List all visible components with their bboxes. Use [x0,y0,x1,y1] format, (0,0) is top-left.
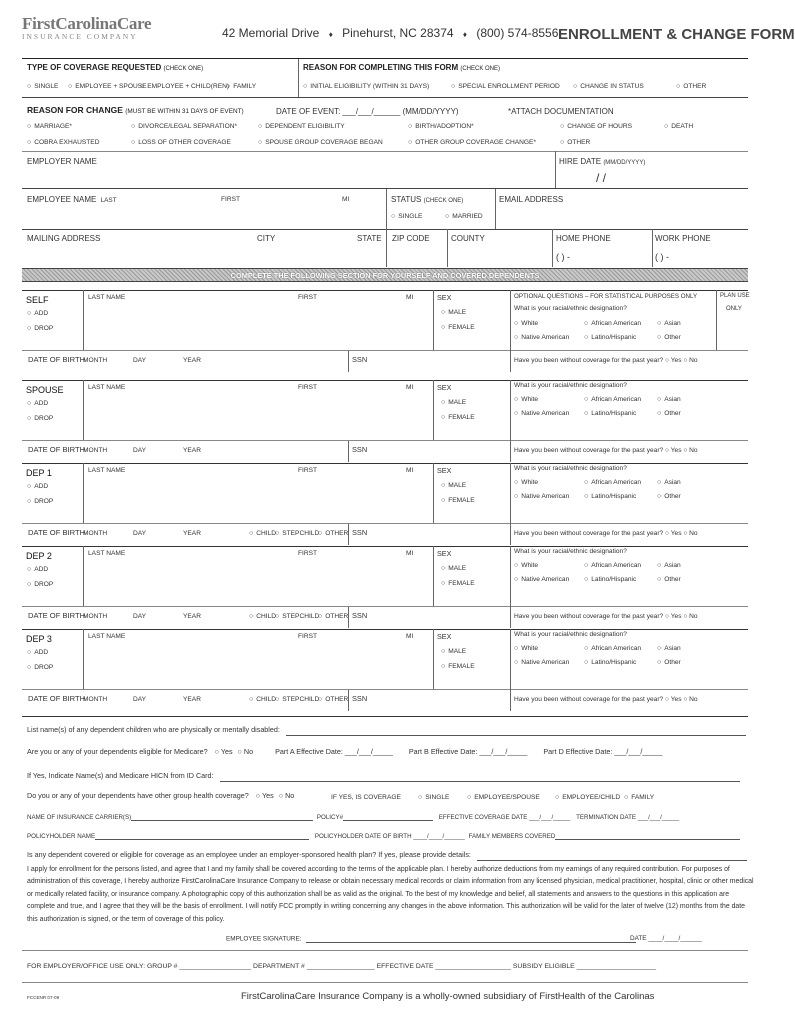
authorization-line: administration of this coverage, I hereby authorize FirstCarolinaCare Insurance Company to release or obtain necessary medical records or claim information from any licensed physician, medical practitioner, hospital, clinic or other medical [27,878,754,886]
spouse-label: SPOUSE [26,385,64,395]
self-other-race-radio[interactable]: ○ Other [657,334,681,342]
dep-1-ssn-label: SSN [352,528,368,537]
coverage-title: TYPE OF COVERAGE REQUESTED (CHECK ONE) [27,63,204,72]
dep-3-white-radio[interactable]: ○ White [514,645,538,653]
part-a-date[interactable]: Part A Effective Date: ___/___/_____ [275,747,393,756]
disabled-children-line [27,724,747,736]
employee-name-label: EMPLOYEE NAME LAST [27,195,117,204]
dep-1-dob-label: DATE OF BIRTH [28,528,86,537]
spouse-white-radio[interactable]: ○ White [514,396,538,404]
dep-2-white-radio[interactable]: ○ White [514,562,538,570]
self-mi-label: MI [406,294,414,301]
policyholder-line [27,832,740,840]
self-dob-label: DATE OF BIRTH [28,355,86,364]
marriage-radio[interactable]: ○ MARRIAGE* [27,123,72,131]
spouse-male-radio[interactable]: ○ MALE [441,399,466,407]
dep-2-asian-radio[interactable]: ○ Asian [657,562,681,570]
optional-questions-label: OPTIONAL QUESTIONS – FOR STATISTICAL PURPOSES ONLY [514,293,698,300]
self-latino-radio[interactable]: ○ Latino/Hispanic [584,334,636,342]
dep-3-ssn-label: SSN [352,694,368,703]
header-address [222,27,558,41]
authorization-line: complete and true, and I agree that they will be the basis of enrollment. I will notify FCC promptly in writing concerning any changes in the above information. This authorization will be valid for the later of twelve (12) months from the date [27,903,746,911]
carrier-label: NAME OF INSURANCE CARRIER(S) [27,813,132,821]
state-label: STATE [357,234,382,243]
self-label: SELF [26,295,49,305]
dep-3-coverage-no-radio[interactable]: ○ No [683,696,698,703]
part-b-date[interactable]: Part B Effective Date: ___/___/_____ [408,747,528,756]
work-phone-format: ( ) - [655,252,669,262]
cobra-radio[interactable]: ○ COBRA EXHAUSTED [27,139,99,147]
if-yes-coverage-label: IF YES, IS COVERAGE [331,794,401,801]
dep-2-month-label: MONTH [83,613,108,620]
form-title: ENROLLMENT & CHANGE FORM [558,26,795,43]
dep-2-coverage-yes-radio[interactable]: ○ Yes [665,613,682,620]
dep-3-day-label: DAY [133,696,147,703]
carrier-line [27,813,679,821]
dep-2-coverage-question: Have you been without coverage for the past year? ○ Yes ○ No [514,613,698,620]
dep-1-female-radio[interactable]: ○ FEMALE [441,497,475,505]
authorization-line: I apply for enrollment for the persons listed, and agree that I and my family shall be covered according to the terms of the applicable plan. I hereby authorize deductions from my earnings of any required contribution. For purposes of [27,866,730,873]
dep-3-race-question: What is your racial/ethnic designation? [514,631,627,638]
other-group-change-radio[interactable]: ○ OTHER GROUP COVERAGE CHANGE* [408,139,536,147]
dep-3-child-radio[interactable]: ○ CHILD [249,696,276,704]
dep-2-year-label: YEAR [183,613,201,620]
employer-plan-line [27,849,747,861]
dep-1-latino-radio[interactable]: ○ Latino/Hispanic [584,493,636,501]
dep-2-latino-radio[interactable]: ○ Latino/Hispanic [584,576,636,584]
self-sex-label: SEX [437,293,452,302]
spouse-day-label: DAY [133,447,147,454]
birth-adoption-radio[interactable]: ○ BIRTH/ADOPTION* [408,123,474,131]
hicn-field[interactable] [220,774,740,782]
mailing-address-label: MAILING ADDRESS [27,234,101,243]
reason-other-radio[interactable]: ○ OTHER [676,83,706,91]
reason-special-radio[interactable]: ○ SPECIAL ENROLLMENT PERIOD [451,83,560,91]
work-phone-label: WORK PHONE [655,234,711,243]
employee-mi-label: MI [342,196,350,203]
self-last-name-label: LAST NAME [88,294,126,301]
logo-text: FirstCarolinaCare [22,14,152,33]
county-label: COUNTY [451,234,485,243]
hicn-line [27,770,747,782]
dep-3-asian-radio[interactable]: ○ Asian [657,645,681,653]
spouse-african-american-radio[interactable]: ○ African American [584,396,641,404]
other-coverage-yes-radio[interactable]: ○ Yes [255,791,274,800]
status-label: STATUS (CHECK ONE) [391,195,464,204]
dep-3-dob-label: DATE OF BIRTH [28,694,86,703]
spouse-drop-radio[interactable]: ○ DROP [27,415,53,423]
dependents-banner [22,268,748,282]
dep-2-other-race-radio[interactable]: ○ Other [657,576,681,584]
medicare-yes-radio[interactable]: ○ Yes [214,747,233,756]
spouse-year-label: YEAR [183,447,201,454]
spouse-latino-radio[interactable]: ○ Latino/Hispanic [584,410,636,418]
coverage-spouse-radio[interactable]: ○ EMPLOYEE + SPOUSE [68,83,147,91]
effective-coverage-date[interactable]: EFFECTIVE COVERAGE DATE ___/___/_____ [438,813,571,821]
authorization-text [27,864,754,926]
policyholder-label: POLICYHOLDER NAME [27,832,96,840]
part-d-date[interactable]: Part D Effective Date: ___/___/_____ [543,747,663,756]
spouse-native-american-radio[interactable]: ○ Native American [514,410,569,418]
self-coverage-question: Have you been without coverage for the past year? ○ Yes ○ No [514,357,698,364]
reason-change-other-radio[interactable]: ○ OTHER [560,139,590,147]
other-cov-family-radio[interactable]: ○ FAMILY [624,794,654,802]
divorce-radio[interactable]: ○ DIVORCE/LEGAL SEPARATION* [131,123,237,131]
signature-label: EMPLOYEE SIGNATURE: [226,935,302,943]
policyholder-dob[interactable]: POLICYHOLDER DATE OF BIRTH ____/____/______ [314,832,465,840]
self-coverage-no-radio[interactable]: ○ No [683,357,698,364]
spouse-asian-radio[interactable]: ○ Asian [657,396,681,404]
home-phone-format: ( ) - [556,252,570,262]
dep-1-coverage-no-radio[interactable]: ○ No [683,530,698,537]
dep-1-white-radio[interactable]: ○ White [514,479,538,487]
self-white-radio[interactable]: ○ White [514,320,538,328]
reason-form-title: REASON FOR COMPLETING THIS FORM (CHECK ONE) [303,63,501,72]
spouse-female-radio[interactable]: ○ FEMALE [441,414,475,422]
dep-2-last-name-label: LAST NAME [88,550,126,557]
employer-name-label: EMPLOYER NAME [27,157,97,166]
dep-2-coverage-no-radio[interactable]: ○ No [683,613,698,620]
logo-subtitle: INSURANCE COMPANY [22,31,138,41]
self-female-radio[interactable]: ○ FEMALE [441,324,475,332]
dep-1-other-relation-radio[interactable]: ○ OTHER [318,530,348,538]
dep-1-coverage-yes-radio[interactable]: ○ Yes [665,530,682,537]
date-of-event: DATE OF EVENT: ___/___/______ (MM/DD/YYYY) [276,107,459,116]
self-coverage-yes-radio[interactable]: ○ Yes [665,357,682,364]
signature-date[interactable]: DATE ____/____/______ [630,935,702,942]
other-cov-child-radio[interactable]: ○ EMPLOYEE/CHILD [555,794,620,802]
disabled-children-question: List name(s) of any dependent children who are physically or mentally disabled: [27,725,280,734]
spouse-add-radio[interactable]: ○ ADD [27,400,48,408]
home-phone-label: HOME PHONE [556,234,611,243]
dep-2-african-american-radio[interactable]: ○ African American [584,562,641,570]
dep-3-mi-label: MI [406,633,414,640]
dep-2-sex-label: SEX [437,549,452,558]
dep-3-year-label: YEAR [183,696,201,703]
plan-use-only-label: ONLY [726,306,742,312]
hicn-question: If Yes, Indicate Name(s) and Medicare HICN from ID Card: [27,771,214,780]
self-male-radio[interactable]: ○ MALE [441,309,466,317]
authorization-line: or medically related facility, or insurance company. A photographic copy of this authorization shall be as valid as the original. To the best of my knowledge and belief, all statements and answers to the questions in this application are [27,890,730,898]
medicare-question: Are you or any of your dependents eligible for Medicare? [27,747,208,756]
other-cov-single-radio[interactable]: ○ SINGLE [418,794,449,802]
dep-3-coverage-question: Have you been without coverage for the past year? ○ Yes ○ No [514,696,698,703]
email-label: EMAIL ADDRESS [499,195,564,204]
employer-plan-question: Is any dependent covered or eligible for coverage as an employee under an employer-sponsored health plan? If yes, please provide details: [27,850,471,859]
dep-1-coverage-question: Have you been without coverage for the past year? ○ Yes ○ No [514,530,698,537]
disabled-children-field[interactable] [286,728,746,736]
employer-plan-field[interactable] [477,853,747,861]
dep-1-asian-radio[interactable]: ○ Asian [657,479,681,487]
family-members-field[interactable] [555,832,740,840]
spouse-first-name-label: FIRST [298,384,318,391]
spouse-coverage-question: Have you been without coverage for the past year? ○ Yes ○ No [514,447,698,454]
dep-3-last-name-label: LAST NAME [88,633,126,640]
self-native-american-radio[interactable]: ○ Native American [514,334,569,342]
medicare-line [27,746,747,758]
dep-1-add-radio[interactable]: ○ ADD [27,483,48,491]
office-use-line: FOR EMPLOYER/OFFICE USE ONLY: GROUP # ___________________ DEPARTMENT # __________________ EFFECTIVE DATE ____________________ SUBSIDY ELIGIBLE _____________________ [27,963,656,970]
zip-label: ZIP CODE [392,234,430,243]
logo [22,14,152,41]
dep-3-month-label: MONTH [83,696,108,703]
diamond-icon: ♦ [462,30,467,39]
status-married-radio[interactable]: ○ MARRIED [445,213,483,221]
carrier-field[interactable] [131,813,313,821]
dep-2-drop-radio[interactable]: ○ DROP [27,581,53,589]
spouse-coverage-no-radio[interactable]: ○ No [683,447,698,454]
policy-label: POLICY# [316,813,344,821]
dep-3-native-american-radio[interactable]: ○ Native American [514,659,569,667]
dep-3-add-radio[interactable]: ○ ADD [27,649,48,657]
dep-3-first-name-label: FIRST [298,633,318,640]
reason-status-radio[interactable]: ○ CHANGE IN STATUS [573,83,644,91]
death-radio[interactable]: ○ DEATH [664,123,693,131]
dep-3-label: DEP 3 [26,634,52,644]
dep-1-male-radio[interactable]: ○ MALE [441,482,466,490]
dep-1-label: DEP 1 [26,468,52,478]
spouse-coverage-yes-radio[interactable]: ○ Yes [665,447,682,454]
self-race-question: What is your racial/ethnic designation? [514,305,627,312]
loss-coverage-radio[interactable]: ○ LOSS OF OTHER COVERAGE [131,139,231,147]
other-coverage-no-radio[interactable]: ○ No [278,791,295,800]
dep-1-first-name-label: FIRST [298,467,318,474]
signature-field[interactable] [306,935,636,943]
dep-2-first-name-label: FIRST [298,550,318,557]
dep-3-other-race-radio[interactable]: ○ Other [657,659,681,667]
attach-documentation: *ATTACH DOCUMENTATION [508,107,614,116]
diamond-icon: ♦ [328,30,333,39]
footer-text: FirstCarolinaCare Insurance Company is a wholly-owned subsidiary of FirstHealth of the Carolinas [241,991,655,1002]
self-first-name-label: FIRST [298,294,318,301]
dep-3-male-radio[interactable]: ○ MALE [441,648,466,656]
spouse-sex-label: SEX [437,383,452,392]
signature-line [226,935,636,943]
dep-1-other-race-radio[interactable]: ○ Other [657,493,681,501]
other-cov-spouse-radio[interactable]: ○ EMPLOYEE/SPOUSE [467,794,540,802]
termination-date[interactable]: TERMINATION DATE ___/___/_____ [576,813,680,821]
dep-2-native-american-radio[interactable]: ○ Native American [514,576,569,584]
dep-2-child-radio[interactable]: ○ CHILD [249,613,276,621]
dep-3-sex-label: SEX [437,632,452,641]
dep-2-label: DEP 2 [26,551,52,561]
self-add-radio[interactable]: ○ ADD [27,310,48,318]
spouse-month-label: MONTH [83,447,108,454]
spouse-ssn-label: SSN [352,445,368,454]
dep-1-native-american-radio[interactable]: ○ Native American [514,493,569,501]
dependent-eligibility-radio[interactable]: ○ DEPENDENT ELIGIBILITY [258,123,345,131]
authorization-line: this authorization is signed, or the term of coverage of this policy. [27,915,225,923]
policyholder-field[interactable] [95,832,309,840]
dep-1-day-label: DAY [133,530,147,537]
dep-1-month-label: MONTH [83,530,108,537]
change-hours-radio[interactable]: ○ CHANGE OF HOURS [560,123,632,131]
spouse-mi-label: MI [406,384,414,391]
dep-1-year-label: YEAR [183,530,201,537]
dep-3-drop-radio[interactable]: ○ DROP [27,664,53,672]
spouse-race-question: What is your racial/ethnic designation? [514,382,627,389]
dep-2-female-radio[interactable]: ○ FEMALE [441,580,475,588]
dep-3-female-radio[interactable]: ○ FEMALE [441,663,475,671]
dep-1-race-question: What is your racial/ethnic designation? [514,465,627,472]
dep-1-sex-label: SEX [437,466,452,475]
employee-first-label: FIRST [221,196,241,203]
dep-1-last-name-label: LAST NAME [88,467,126,474]
policy-field[interactable] [343,813,433,821]
reason-initial-radio[interactable]: ○ INITIAL ELIGIBILITY (WITHIN 31 DAYS) [303,83,429,91]
dep-3-african-american-radio[interactable]: ○ African American [584,645,641,653]
self-drop-radio[interactable]: ○ DROP [27,325,53,333]
spouse-coverage-radio[interactable]: ○ SPOUSE GROUP COVERAGE BEGAN [258,139,383,147]
dep-1-african-american-radio[interactable]: ○ African American [584,479,641,487]
dep-2-other-relation-radio[interactable]: ○ OTHER [318,613,348,621]
self-asian-radio[interactable]: ○ Asian [657,320,681,328]
spouse-dob-label: DATE OF BIRTH [28,445,86,454]
dep-3-stepchild-radio[interactable]: ○ STEPCHILD [275,696,319,704]
dep-2-stepchild-radio[interactable]: ○ STEPCHILD [275,613,319,621]
dep-2-ssn-label: SSN [352,611,368,620]
spouse-last-name-label: LAST NAME [88,384,126,391]
street: 42 Memorial Drive [222,26,320,40]
self-ssn-label: SSN [352,355,368,364]
coverage-family-radio[interactable]: ○ FAMILY [226,83,256,91]
family-members-label: FAMILY MEMBERS COVERED [468,832,556,840]
plan-use-label: PLAN USE [720,293,750,299]
hire-date-label: HIRE DATE (MM/DD/YYYY) [559,157,646,166]
coverage-child-radio[interactable]: ○ EMPLOYEE + CHILD(REN) [140,83,229,91]
dep-1-drop-radio[interactable]: ○ DROP [27,498,53,506]
dep-3-latino-radio[interactable]: ○ Latino/Hispanic [584,659,636,667]
medicare-no-radio[interactable]: ○ No [237,747,254,756]
coverage-single-radio[interactable]: ○ SINGLE [27,83,58,91]
dep-1-stepchild-radio[interactable]: ○ STEPCHILD [275,530,319,538]
dep-1-child-radio[interactable]: ○ CHILD [249,530,276,538]
dep-2-day-label: DAY [133,613,147,620]
city-line: Pinehurst, NC 28374 [342,26,454,40]
dep-3-coverage-yes-radio[interactable]: ○ Yes [665,696,682,703]
other-coverage-question: Do you or any of your dependents have other group health coverage? [27,791,249,800]
self-month-label: MONTH [83,357,108,364]
self-year-label: YEAR [183,357,201,364]
dep-2-male-radio[interactable]: ○ MALE [441,565,466,573]
self-day-label: DAY [133,357,147,364]
phone: (800) 574-8556 [476,26,559,40]
dep-1-mi-label: MI [406,467,414,474]
banner-text: COMPLETE THE FOLLOWING SECTION FOR YOURSELF AND COVERED DEPENDENTS [230,271,540,280]
dep-2-add-radio[interactable]: ○ ADD [27,566,48,574]
spouse-other-race-radio[interactable]: ○ Other [657,410,681,418]
self-african-american-radio[interactable]: ○ African American [584,320,641,328]
dep-2-race-question: What is your racial/ethnic designation? [514,548,627,555]
form-code: FCCENR 07-09 [27,995,60,1000]
city-label: CITY [257,234,276,243]
dep-2-mi-label: MI [406,550,414,557]
dep-2-dob-label: DATE OF BIRTH [28,611,86,620]
status-single-radio[interactable]: ○ SINGLE [391,213,422,221]
hire-date-slashes: / / [596,171,607,185]
dep-3-other-relation-radio[interactable]: ○ OTHER [318,696,348,704]
reason-change-title: REASON FOR CHANGE (MUST BE WITHIN 31 DAYS OF EVENT) [27,105,244,115]
